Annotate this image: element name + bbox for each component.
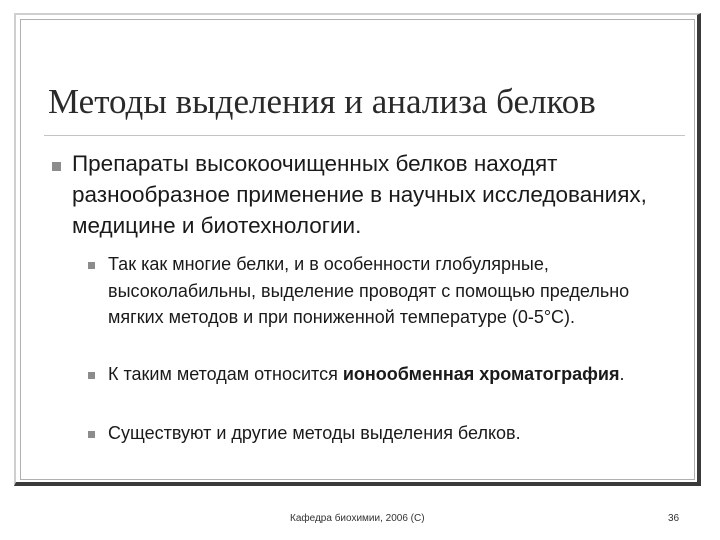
sub-bullet-text-part: К таким методам относится bbox=[108, 364, 343, 384]
sub-bullet-text: Так как многие белки, и в особенности глобулярные, высоколабильны, выделение проводят с помощью предельно мягких методов и при пониженной температуре (0-5°С). bbox=[108, 254, 630, 327]
bullet-square-icon bbox=[52, 162, 61, 171]
main-bullet-text: Препараты высокоочищенных белков находят разнообразное применение в научных исследованиях, медицине и биотехнологии. bbox=[72, 151, 647, 238]
slide-title: Методы выделения и анализа белков bbox=[48, 82, 596, 121]
title-divider bbox=[44, 135, 685, 136]
sub-bullet-bold-term: ионообменная хроматография bbox=[342, 364, 620, 384]
sub-bullet-text-part: . bbox=[619, 364, 625, 384]
bullet-square-icon bbox=[88, 372, 95, 379]
page-number: 36 bbox=[668, 513, 680, 524]
bullet-square-icon bbox=[88, 262, 95, 269]
bullet-square-icon bbox=[88, 431, 95, 438]
sub-bullet-text bbox=[108, 361, 668, 388]
footer-text: Кафедра биохимии, 2006 (С) bbox=[290, 513, 425, 524]
sub-bullet-text: Существуют и другие методы выделения белков. bbox=[108, 423, 521, 443]
